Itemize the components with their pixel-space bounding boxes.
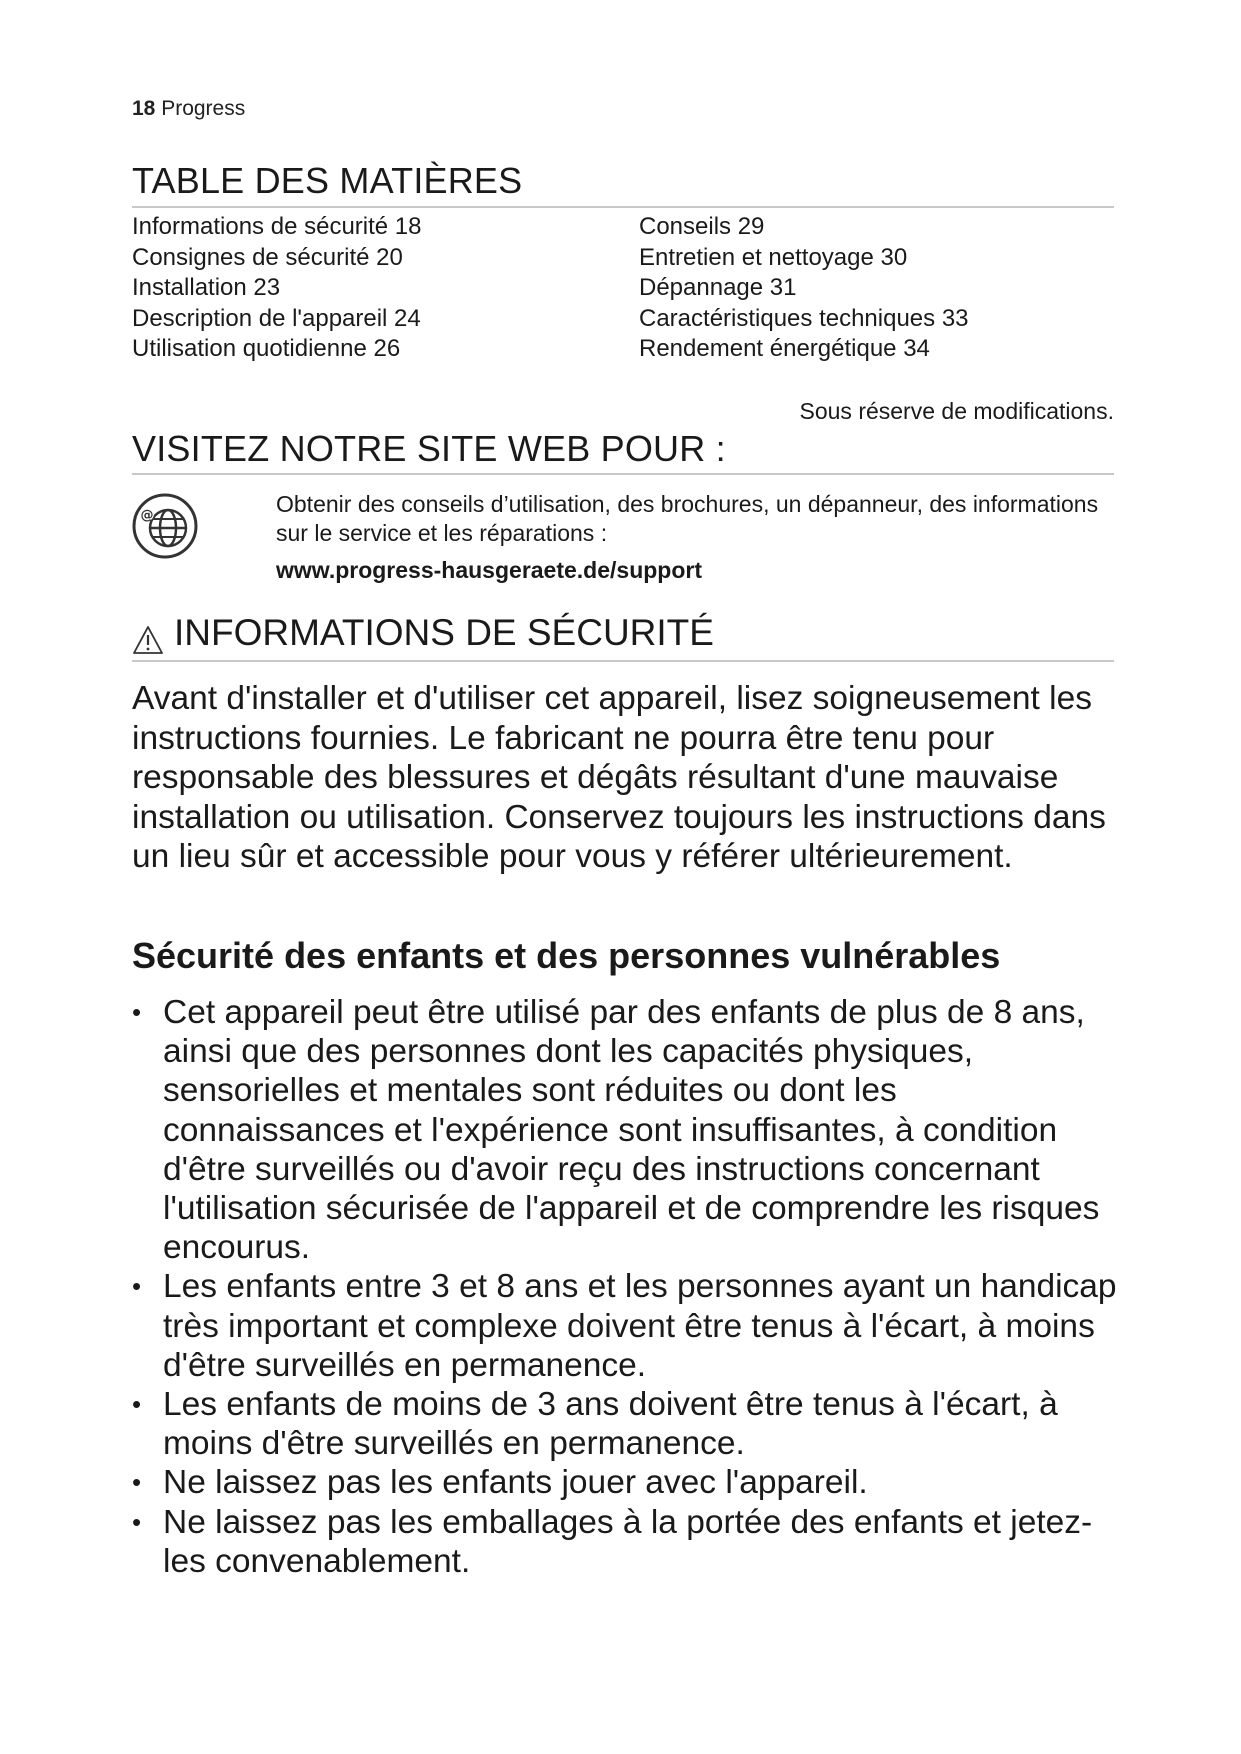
- list-item-text: Cet appareil peut être utilisé par des enfants de plus de 8 ans, ainsi que des personnes dont les capacités physiques, sensorielles et mentales sont réduites ou dont les connaissances et l'expérience sont insuffisantes, à condition d'être surveillés ou d'avoir reçu des instructions concernant l'utilisation sécurisée de l'appareil et de comprendre les risques encourus.: [163, 994, 1100, 1267]
- toc-right-column: [639, 212, 969, 365]
- bullet-symbol: •: [132, 1506, 142, 1537]
- warning-triangle-icon: [132, 625, 164, 655]
- list-item: [132, 1385, 1122, 1463]
- toc-entry[interactable]: Informations de sécurité 18: [132, 213, 422, 240]
- reserve-note: Sous réserve de modifications.: [799, 398, 1114, 424]
- toc-title: TABLE DES MATIÈRES: [132, 160, 523, 201]
- list-item-text: Les enfants entre 3 et 8 ans et les personnes ayant un handicap très important et complexe doivent être tenus à l'écart, à moins d'être surveillés en permanence.: [163, 1268, 1117, 1384]
- page-number: 18: [132, 97, 156, 120]
- toc-entry[interactable]: Entretien et nettoyage 30: [639, 243, 908, 271]
- page-header: [132, 97, 245, 121]
- toc-entry[interactable]: Rendement énergétique 34: [639, 335, 930, 362]
- bullet-symbol: •: [132, 1389, 142, 1420]
- toc-entry[interactable]: Consignes de sécurité 20: [132, 243, 403, 271]
- brand-name: Progress: [161, 97, 246, 120]
- safety-title: INFORMATIONS DE SÉCURITÉ: [174, 612, 714, 653]
- toc-entry[interactable]: Conseils 29: [639, 213, 765, 240]
- bullet-symbol: •: [132, 997, 142, 1027]
- list-item-text: Ne laissez pas les enfants jouer avec l'appareil.: [163, 1464, 868, 1502]
- toc-entry[interactable]: Dépannage 31: [639, 274, 797, 301]
- globe-icon: [131, 492, 199, 560]
- support-link[interactable]: www.progress-hausgeraete.de/support: [276, 557, 703, 583]
- child-safety-subtitle: Sécurité des enfants et des personnes vulnérables: [132, 935, 1001, 976]
- safety-divider: [132, 660, 1114, 662]
- bullet-symbol: •: [132, 1271, 142, 1302]
- toc-entry[interactable]: Description de l'appareil 24: [132, 304, 421, 332]
- toc-entry[interactable]: Installation 23: [132, 274, 281, 301]
- list-item: [132, 993, 1122, 1267]
- list-item-text: Les enfants de moins de 3 ans doivent être tenus à l'écart, à moins d'être surveillés en permanence.: [163, 1386, 1058, 1463]
- safety-intro: Avant d'installer et d'utiliser cet appareil, lisez soigneusement les instructions fournies. Le fabricant ne pourra être tenu pour responsable des blessures et dégâts résultant d'une mauvaise installation ou utilisation. Conservez toujours les instructions dans un lieu sûr et accessible pour vous y référer ultérieurement.: [132, 680, 1106, 875]
- child-safety-list: [132, 993, 1122, 1581]
- toc-entry[interactable]: Utilisation quotidienne 26: [132, 335, 401, 362]
- list-item: [132, 1463, 1122, 1502]
- list-item: [132, 1503, 1122, 1581]
- bullet-symbol: •: [132, 1467, 142, 1498]
- website-description: Obtenir des conseils d’utilisation, des brochures, un dépanneur, des informations sur le service et les réparations :: [276, 491, 1099, 546]
- svg-text:@: @: [140, 508, 154, 523]
- website-divider: [132, 473, 1114, 475]
- list-item: [132, 1267, 1122, 1385]
- toc-left-column: [132, 212, 422, 365]
- list-item-text: Ne laissez pas les emballages à la portée des enfants et jetez-les convenablement.: [163, 1503, 1093, 1580]
- toc-divider: [132, 206, 1114, 208]
- toc-entry[interactable]: Caractéristiques techniques 33: [639, 304, 969, 332]
- website-title: VISITEZ NOTRE SITE WEB POUR :: [132, 428, 726, 469]
